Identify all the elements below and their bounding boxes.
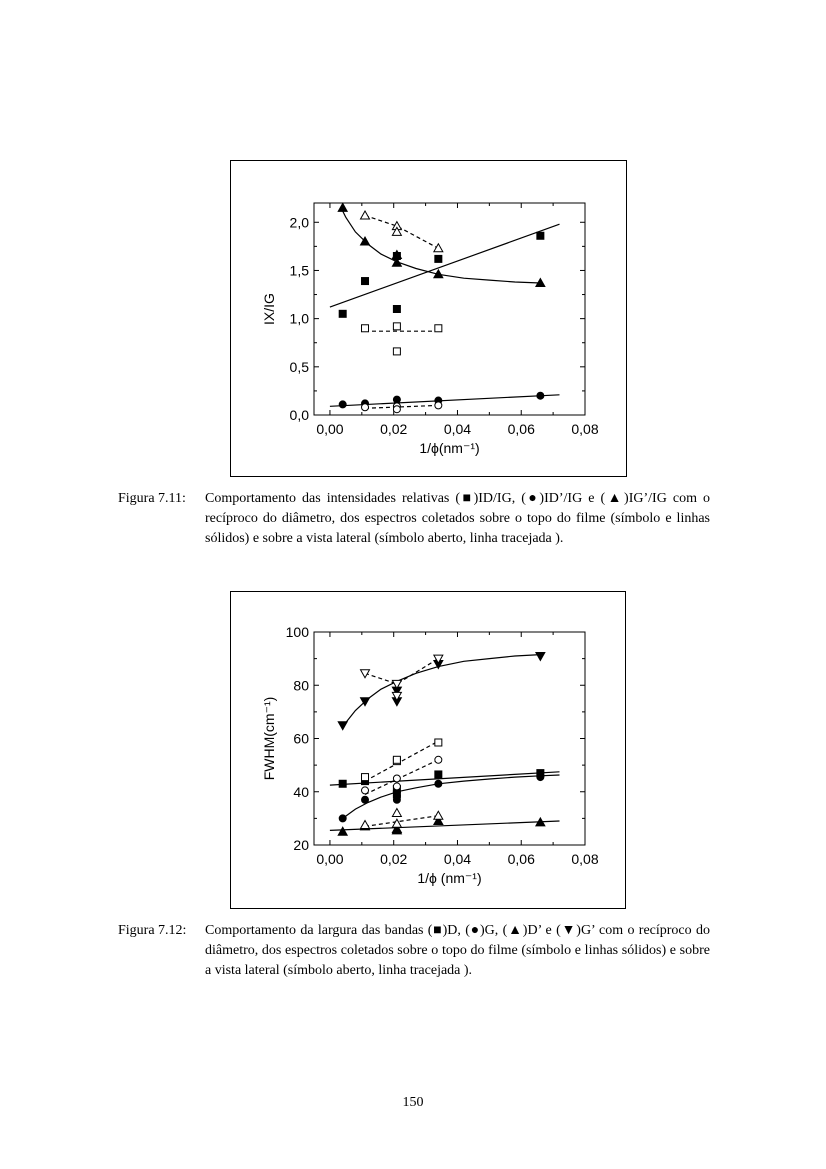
x-axis-label: 1/ϕ(nm⁻¹)	[419, 440, 480, 456]
fit-line-dashed	[365, 816, 438, 827]
data-point-square	[435, 325, 442, 332]
data-point-square	[393, 323, 400, 330]
data-point-circle	[393, 406, 400, 413]
x-tick-label: 0,06	[507, 421, 535, 437]
y-axis-label: FWHM(cm⁻¹)	[261, 696, 277, 781]
x-tick-label: 0,02	[380, 421, 408, 437]
fit-line-dashed	[365, 405, 438, 408]
data-point-square	[393, 306, 400, 313]
data-point-square	[362, 278, 369, 285]
data-point-circle	[339, 815, 346, 822]
data-point-circle	[537, 774, 544, 781]
caption-label: Figura 7.12:	[118, 923, 187, 938]
data-point-triangle-up	[434, 244, 443, 252]
y-tick-label: 20	[293, 837, 309, 853]
data-point-triangle-up	[361, 821, 370, 829]
data-point-circle	[393, 783, 400, 790]
data-point-circle	[339, 401, 346, 408]
y-tick-label: 100	[285, 624, 309, 640]
x-tick-label: 0,02	[380, 851, 408, 867]
data-point-triangle-down	[536, 652, 545, 660]
data-point-square	[339, 780, 346, 787]
y-tick-label: 60	[293, 730, 309, 747]
data-point-square	[435, 771, 442, 778]
x-tick-label: 0,08	[571, 851, 599, 867]
data-point-triangle-up	[392, 819, 401, 827]
data-point-circle	[537, 392, 544, 399]
y-tick-label: 40	[293, 783, 309, 800]
y-tick-label: 1,5	[289, 262, 309, 279]
data-point-square	[362, 325, 369, 332]
fit-line-dashed	[365, 216, 438, 249]
caption-label: Figura 7.11:	[118, 491, 186, 506]
fit-line-dashed	[365, 741, 438, 781]
y-tick-label: 80	[293, 677, 309, 694]
x-tick-label: 0,04	[443, 851, 472, 867]
data-point-circle	[393, 792, 400, 799]
x-tick-label: 0,00	[316, 851, 344, 867]
y-tick-label: 0,0	[289, 407, 309, 423]
data-point-triangle-up	[338, 827, 347, 835]
data-point-circle	[435, 780, 442, 787]
data-point-circle	[362, 796, 369, 803]
fit-line-solid	[330, 224, 560, 307]
chart-ix-ig	[231, 161, 626, 476]
data-point-triangle-up	[361, 211, 370, 219]
y-tick-label: 0,5	[289, 358, 309, 375]
fit-line-dashed	[365, 760, 438, 795]
x-tick-label: 0,06	[507, 851, 535, 867]
data-point-triangle-up	[338, 203, 347, 211]
data-point-circle	[393, 396, 400, 403]
data-point-triangle-up	[434, 811, 443, 819]
page-number: 150	[402, 1095, 424, 1110]
chart-fwhm	[231, 592, 625, 908]
x-tick-label: 0,08	[571, 421, 599, 437]
fit-line-solid	[341, 208, 540, 283]
y-axis-label: IX/IG	[261, 293, 277, 325]
data-point-circle	[362, 787, 369, 794]
x-tick-label: 0,04	[443, 421, 472, 437]
data-point-circle	[393, 775, 400, 782]
data-point-square	[537, 232, 544, 239]
data-point-square	[362, 774, 369, 781]
fit-line-solid	[343, 655, 541, 727]
y-tick-label: 1,0	[289, 310, 309, 327]
x-axis-label: 1/ϕ (nm⁻¹)	[417, 870, 482, 886]
x-tick-label: 0,00	[316, 421, 344, 437]
caption-text: Comportamento da largura das bandas (■)D, (●)G, (▲)D’ e (▼)G’ com o recíproco do diâmetro, dos espectros coletados sobre o topo do filme (símbolo e linhas sólidos) e sobre a vista lateral (símbolo aberto, linha tracejada ).	[205, 923, 710, 978]
data-point-square	[393, 348, 400, 355]
fit-line-solid	[343, 775, 560, 818]
data-point-square	[339, 310, 346, 317]
figure-7-12-frame	[230, 591, 626, 909]
data-point-triangle-up	[392, 809, 401, 817]
data-point-circle	[435, 756, 442, 763]
data-point-triangle-down	[338, 722, 347, 730]
data-point-circle	[362, 404, 369, 411]
figure-7-11-frame	[230, 160, 627, 477]
caption-text: Comportamento das intensidades relativas (■)ID/IG, (●)ID’/IG e (▲)IG’/IG com o recíproco do diâmetro, dos espectros coletados sobre o topo do filme (símbolo e linhas sólidos) e sobre a vista lateral (símbolo aberto, linha tracejada ).	[205, 491, 710, 546]
data-point-circle	[435, 402, 442, 409]
data-point-square	[393, 756, 400, 763]
data-point-square	[435, 255, 442, 262]
data-point-square	[435, 739, 442, 746]
y-tick-label: 2,0	[289, 214, 309, 231]
